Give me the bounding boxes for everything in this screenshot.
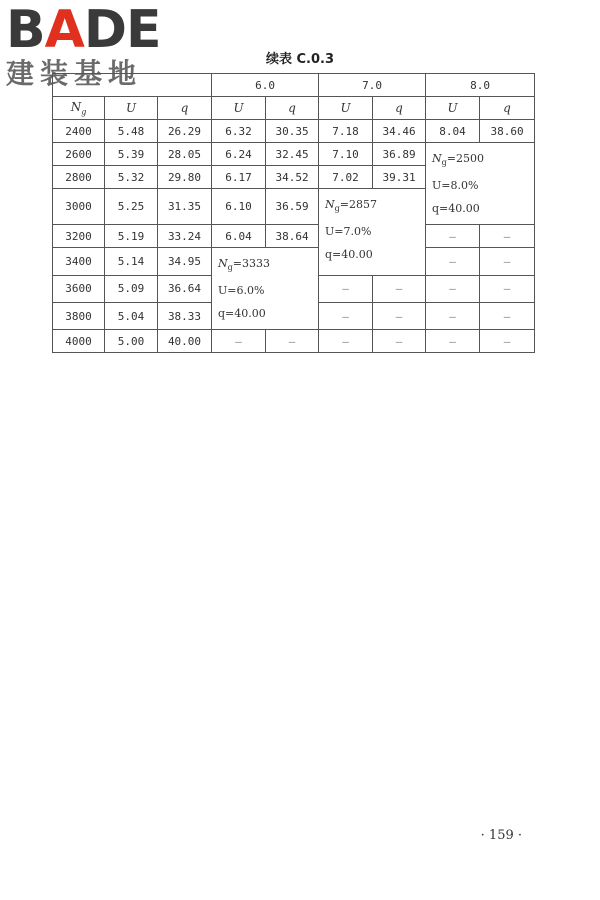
value-cell: 5.09 — [105, 275, 158, 302]
value-cell: 7.18 — [319, 120, 373, 143]
dash-cell: — — [319, 275, 373, 302]
table-row — [53, 143, 535, 166]
logo-letter-b: B — [6, 0, 45, 60]
value-cell: 6.04 — [212, 225, 266, 248]
note-ng-line: $N_g=2500$ — [432, 152, 484, 168]
group-header-7: 7.0 — [319, 74, 426, 97]
value-cell: 36.64 — [158, 275, 212, 302]
value-cell: 5.14 — [105, 248, 158, 275]
value-cell: 7.10 — [319, 143, 373, 166]
value-cell: 5.25 — [105, 189, 158, 225]
ng-cell: 2800 — [53, 166, 105, 189]
ng-cell: 3200 — [53, 225, 105, 248]
limit-note-u8 — [426, 143, 535, 225]
sub-header-row — [53, 97, 535, 120]
value-cell: 38.33 — [158, 302, 212, 329]
dash-cell: — — [426, 225, 480, 248]
dash-cell: — — [426, 248, 480, 275]
sub-header-u: U — [105, 97, 158, 120]
value-cell: 5.19 — [105, 225, 158, 248]
logo-subtitle: 建装基地 — [6, 57, 143, 90]
dash-cell: — — [426, 330, 480, 353]
value-cell: 5.04 — [105, 302, 158, 329]
value-cell: 5.48 — [105, 120, 158, 143]
value-cell: 36.59 — [266, 189, 319, 225]
value-cell: 34.52 — [266, 166, 319, 189]
value-cell: 26.29 — [158, 120, 212, 143]
table-row — [53, 225, 535, 248]
ng-cell: 3000 — [53, 189, 105, 225]
sub-header-u: U — [212, 97, 266, 120]
value-cell: 33.24 — [158, 225, 212, 248]
sub-header-q: q — [266, 97, 319, 120]
dash-cell: — — [266, 330, 319, 353]
value-cell: 40.00 — [158, 330, 212, 353]
sub-header-u: U — [319, 97, 373, 120]
dash-cell: — — [373, 302, 426, 329]
dash-cell: — — [319, 302, 373, 329]
sub-header-u: U — [426, 97, 480, 120]
value-cell: 6.32 — [212, 120, 266, 143]
dash-cell: — — [426, 275, 480, 302]
dash-cell: — — [480, 248, 535, 275]
note-q-line: q=40.00 — [218, 307, 266, 321]
note-ng-line: $N_g=3333$ — [218, 257, 270, 273]
group-header-8: 8.0 — [426, 74, 535, 97]
dash-cell: — — [373, 275, 426, 302]
ng-cell: 2600 — [53, 143, 105, 166]
value-cell: 7.02 — [319, 166, 373, 189]
note-ng-line: $N_g=2857$ — [325, 198, 377, 214]
value-cell: 39.31 — [373, 166, 426, 189]
ng-cell: 4000 — [53, 330, 105, 353]
dash-cell: — — [319, 330, 373, 353]
limit-note-u7 — [319, 189, 426, 276]
ng-cell: 3400 — [53, 248, 105, 275]
limit-note-u6 — [212, 248, 319, 330]
data-table — [52, 73, 535, 353]
dash-cell: — — [480, 225, 535, 248]
sub-header-q: q — [373, 97, 426, 120]
ng-cell: 3600 — [53, 275, 105, 302]
header-blank-cell — [53, 74, 212, 97]
sub-header-q: q — [158, 97, 212, 120]
value-cell: 36.89 — [373, 143, 426, 166]
value-cell: 5.39 — [105, 143, 158, 166]
value-cell: 31.35 — [158, 189, 212, 225]
dash-cell: — — [480, 302, 535, 329]
value-cell: 8.04 — [426, 120, 480, 143]
group-header-row — [53, 74, 535, 97]
ng-cell: 3800 — [53, 302, 105, 329]
value-cell: 38.60 — [480, 120, 535, 143]
dash-cell: — — [480, 275, 535, 302]
note-u-line: U=7.0% — [325, 225, 372, 239]
ng-cell: 2400 — [53, 120, 105, 143]
value-cell: 6.10 — [212, 189, 266, 225]
value-cell: 5.32 — [105, 166, 158, 189]
value-cell: 32.45 — [266, 143, 319, 166]
table-row — [53, 120, 535, 143]
value-cell: 29.80 — [158, 166, 212, 189]
dash-cell: — — [373, 330, 426, 353]
logo-letters-de: DE — [83, 0, 161, 60]
note-q-line: q=40.00 — [432, 202, 480, 216]
dash-cell: — — [426, 302, 480, 329]
value-cell: 6.17 — [212, 166, 266, 189]
table-caption: 续表 C.0.3 — [265, 52, 335, 67]
table-row — [53, 330, 535, 353]
ng-header: $N_g$ — [53, 97, 105, 120]
logo-letter-a: A — [44, 0, 84, 60]
dash-cell: — — [212, 330, 266, 353]
note-u-line: U=8.0% — [432, 179, 479, 193]
sub-header-q: q — [480, 97, 535, 120]
value-cell: 5.00 — [105, 330, 158, 353]
group-header-6: 6.0 — [212, 74, 319, 97]
note-u-line: U=6.0% — [218, 284, 265, 298]
value-cell: 38.64 — [266, 225, 319, 248]
table-row — [53, 248, 535, 275]
dash-cell: — — [480, 330, 535, 353]
value-cell: 34.95 — [158, 248, 212, 275]
value-cell: 28.05 — [158, 143, 212, 166]
value-cell: 34.46 — [373, 120, 426, 143]
value-cell: 30.35 — [266, 120, 319, 143]
note-q-line: q=40.00 — [325, 248, 373, 262]
page-number: · 159 · — [480, 828, 522, 843]
value-cell: 6.24 — [212, 143, 266, 166]
